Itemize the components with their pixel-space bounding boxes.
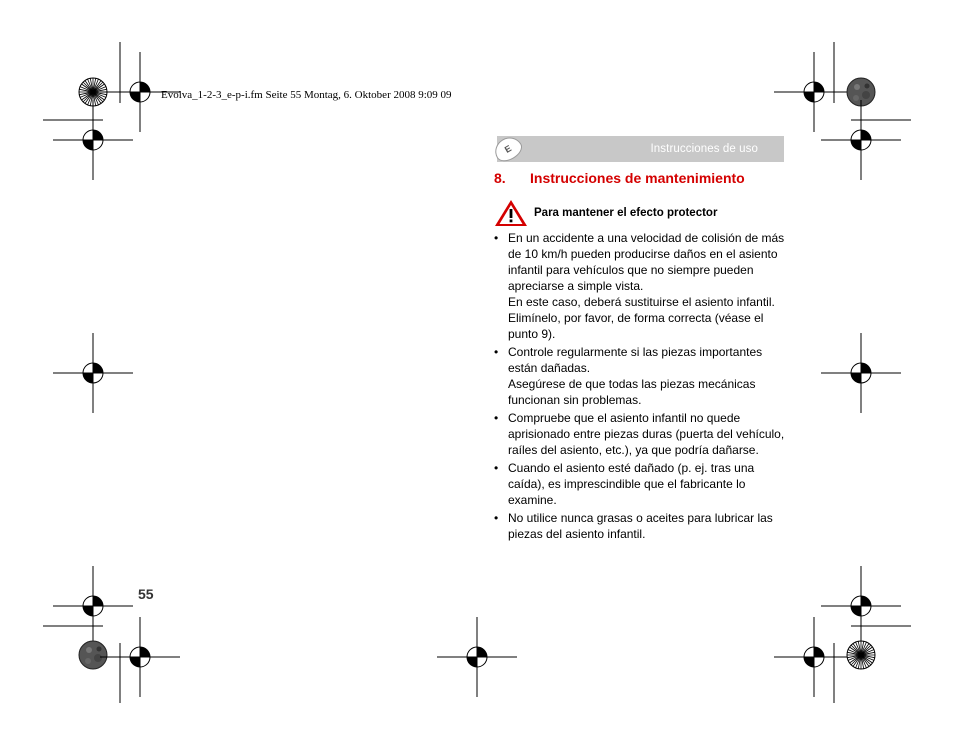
maintenance-bullet-list [494,230,786,544]
list-item [494,510,786,542]
warning-title: Para mantener el efecto protector [534,207,718,219]
bullet-icon: • [494,461,499,475]
list-item [494,230,786,342]
star-target-icon [847,641,875,669]
registration-crosshair-icon [821,566,901,646]
bullet-icon: • [494,345,499,359]
bullet-paragraph: En un accidente a una velocidad de colisión de más de 10 km/h pueden producirse daños en el asiento infantil para vehículos que no siempre pueden apreciarse a simple vista. [508,231,785,293]
bullet-paragraph: Asegúrese de que todas las piezas mecánicas funcionan sin problemas. [508,377,756,407]
registration-crosshair-icon [437,617,517,697]
registration-crosshair-icon [53,100,133,180]
manual-title: Instrucciones de uso [650,143,758,155]
registration-crosshair-icon [100,617,180,697]
registration-crosshair-icon [53,333,133,413]
bullet-paragraph: Cuando el asiento esté dañado (p. ej. tras una caída), es imprescindible que el fabricante lo examine. [508,461,755,507]
list-item [494,410,786,458]
registration-crosshair-icon [53,566,133,646]
registration-crosshair-icon [821,100,901,180]
gray-target-icon [79,641,107,669]
bullet-paragraph: En este caso, deberá sustituirse el asiento infantil. Elimínelo, por favor, de forma correcta (véase el punto 9). [508,295,775,341]
bullet-icon: • [494,511,499,525]
page-number: 55 [138,586,154,602]
file-header: Evolva_1-2-3_e-p-i.fm Seite 55 Montag, 6. Oktober 2008 9:09 09 [161,89,452,101]
language-badge: E [490,132,525,165]
registration-crosshair-icon [821,333,901,413]
list-item [494,460,786,508]
section-heading [494,170,745,186]
bullet-icon: • [494,231,499,245]
bullet-icon: • [494,411,499,425]
bullet-paragraph: Compruebe que el asiento infantil no quede aprisionado entre piezas duras (puerta del vehículo, raíles del asiento, etc.), ya que podría dañarse. [508,411,785,457]
section-number: 8. [494,170,506,186]
language-tab-bar [497,136,784,162]
list-item [494,344,786,408]
registration-crosshair-icon [774,617,854,697]
section-title: Instrucciones de mantenimiento [530,170,745,186]
bullet-paragraph: Controle regularmente si las piezas importantes están dañadas. [508,345,763,375]
registration-crosshair-icon [774,52,854,132]
bullet-paragraph: No utilice nunca grasas o aceites para lubricar las piezas del asiento infantil. [508,511,773,541]
warning-triangle-icon [494,199,528,227]
